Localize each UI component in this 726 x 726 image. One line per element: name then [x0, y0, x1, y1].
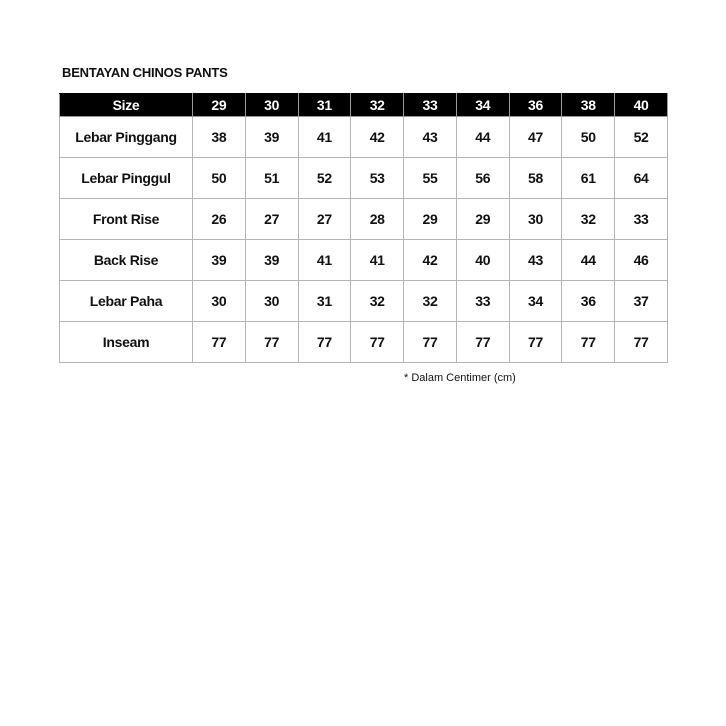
table-cell: 64 [615, 158, 668, 199]
table-cell: 44 [562, 240, 615, 281]
row-label: Inseam [60, 322, 193, 363]
header-size-31: 31 [298, 94, 351, 117]
table-cell: 53 [351, 158, 404, 199]
chart-title: BENTAYAN CHINOS PANTS [62, 65, 228, 80]
table-cell: 56 [456, 158, 509, 199]
table-cell: 77 [298, 322, 351, 363]
table-cell: 42 [404, 240, 457, 281]
table-cell: 52 [615, 117, 668, 158]
table-cell: 58 [509, 158, 562, 199]
table-cell: 32 [562, 199, 615, 240]
header-size-34: 34 [456, 94, 509, 117]
table-cell: 34 [509, 281, 562, 322]
table-cell: 33 [456, 281, 509, 322]
table-cell: 77 [456, 322, 509, 363]
table-row [60, 117, 668, 158]
table-cell: 32 [404, 281, 457, 322]
table-cell: 30 [193, 281, 246, 322]
table-cell: 32 [351, 281, 404, 322]
row-label: Lebar Pinggul [60, 158, 193, 199]
table-cell: 37 [615, 281, 668, 322]
header-size-30: 30 [245, 94, 298, 117]
table-cell: 28 [351, 199, 404, 240]
table-cell: 26 [193, 199, 246, 240]
table-cell: 27 [298, 199, 351, 240]
table-cell: 36 [562, 281, 615, 322]
table-row [60, 322, 668, 363]
row-label: Front Rise [60, 199, 193, 240]
table-cell: 44 [456, 117, 509, 158]
table-cell: 77 [562, 322, 615, 363]
table-cell: 52 [298, 158, 351, 199]
header-size: Size [60, 94, 193, 117]
table-cell: 43 [509, 240, 562, 281]
table-cell: 41 [351, 240, 404, 281]
table-row [60, 199, 668, 240]
header-size-32: 32 [351, 94, 404, 117]
table-cell: 50 [193, 158, 246, 199]
table-cell: 30 [509, 199, 562, 240]
table-cell: 61 [562, 158, 615, 199]
row-label: Back Rise [60, 240, 193, 281]
table-cell: 41 [298, 240, 351, 281]
table-cell: 77 [351, 322, 404, 363]
table-cell: 77 [193, 322, 246, 363]
table-cell: 29 [456, 199, 509, 240]
header-size-40: 40 [615, 94, 668, 117]
table-cell: 30 [245, 281, 298, 322]
table-cell: 39 [193, 240, 246, 281]
header-size-29: 29 [193, 94, 246, 117]
table-cell: 77 [404, 322, 457, 363]
table-cell: 31 [298, 281, 351, 322]
size-chart-table [59, 93, 668, 363]
row-label: Lebar Pinggang [60, 117, 193, 158]
table-cell: 55 [404, 158, 457, 199]
table-cell: 29 [404, 199, 457, 240]
table-row [60, 281, 668, 322]
table-cell: 51 [245, 158, 298, 199]
header-row [60, 94, 668, 117]
header-size-33: 33 [404, 94, 457, 117]
header-size-38: 38 [562, 94, 615, 117]
table-cell: 39 [245, 240, 298, 281]
table-cell: 46 [615, 240, 668, 281]
table-cell: 77 [245, 322, 298, 363]
table-cell: 47 [509, 117, 562, 158]
table-cell: 77 [509, 322, 562, 363]
unit-note: * Dalam Centimer (cm) [404, 372, 516, 384]
table-cell: 41 [298, 117, 351, 158]
table-row [60, 240, 668, 281]
table-row [60, 158, 668, 199]
row-label: Lebar Paha [60, 281, 193, 322]
header-size-36: 36 [509, 94, 562, 117]
table-cell: 27 [245, 199, 298, 240]
table-cell: 43 [404, 117, 457, 158]
table-cell: 40 [456, 240, 509, 281]
table-cell: 38 [193, 117, 246, 158]
table-cell: 77 [615, 322, 668, 363]
table-cell: 39 [245, 117, 298, 158]
table-cell: 50 [562, 117, 615, 158]
table-cell: 33 [615, 199, 668, 240]
table-cell: 42 [351, 117, 404, 158]
